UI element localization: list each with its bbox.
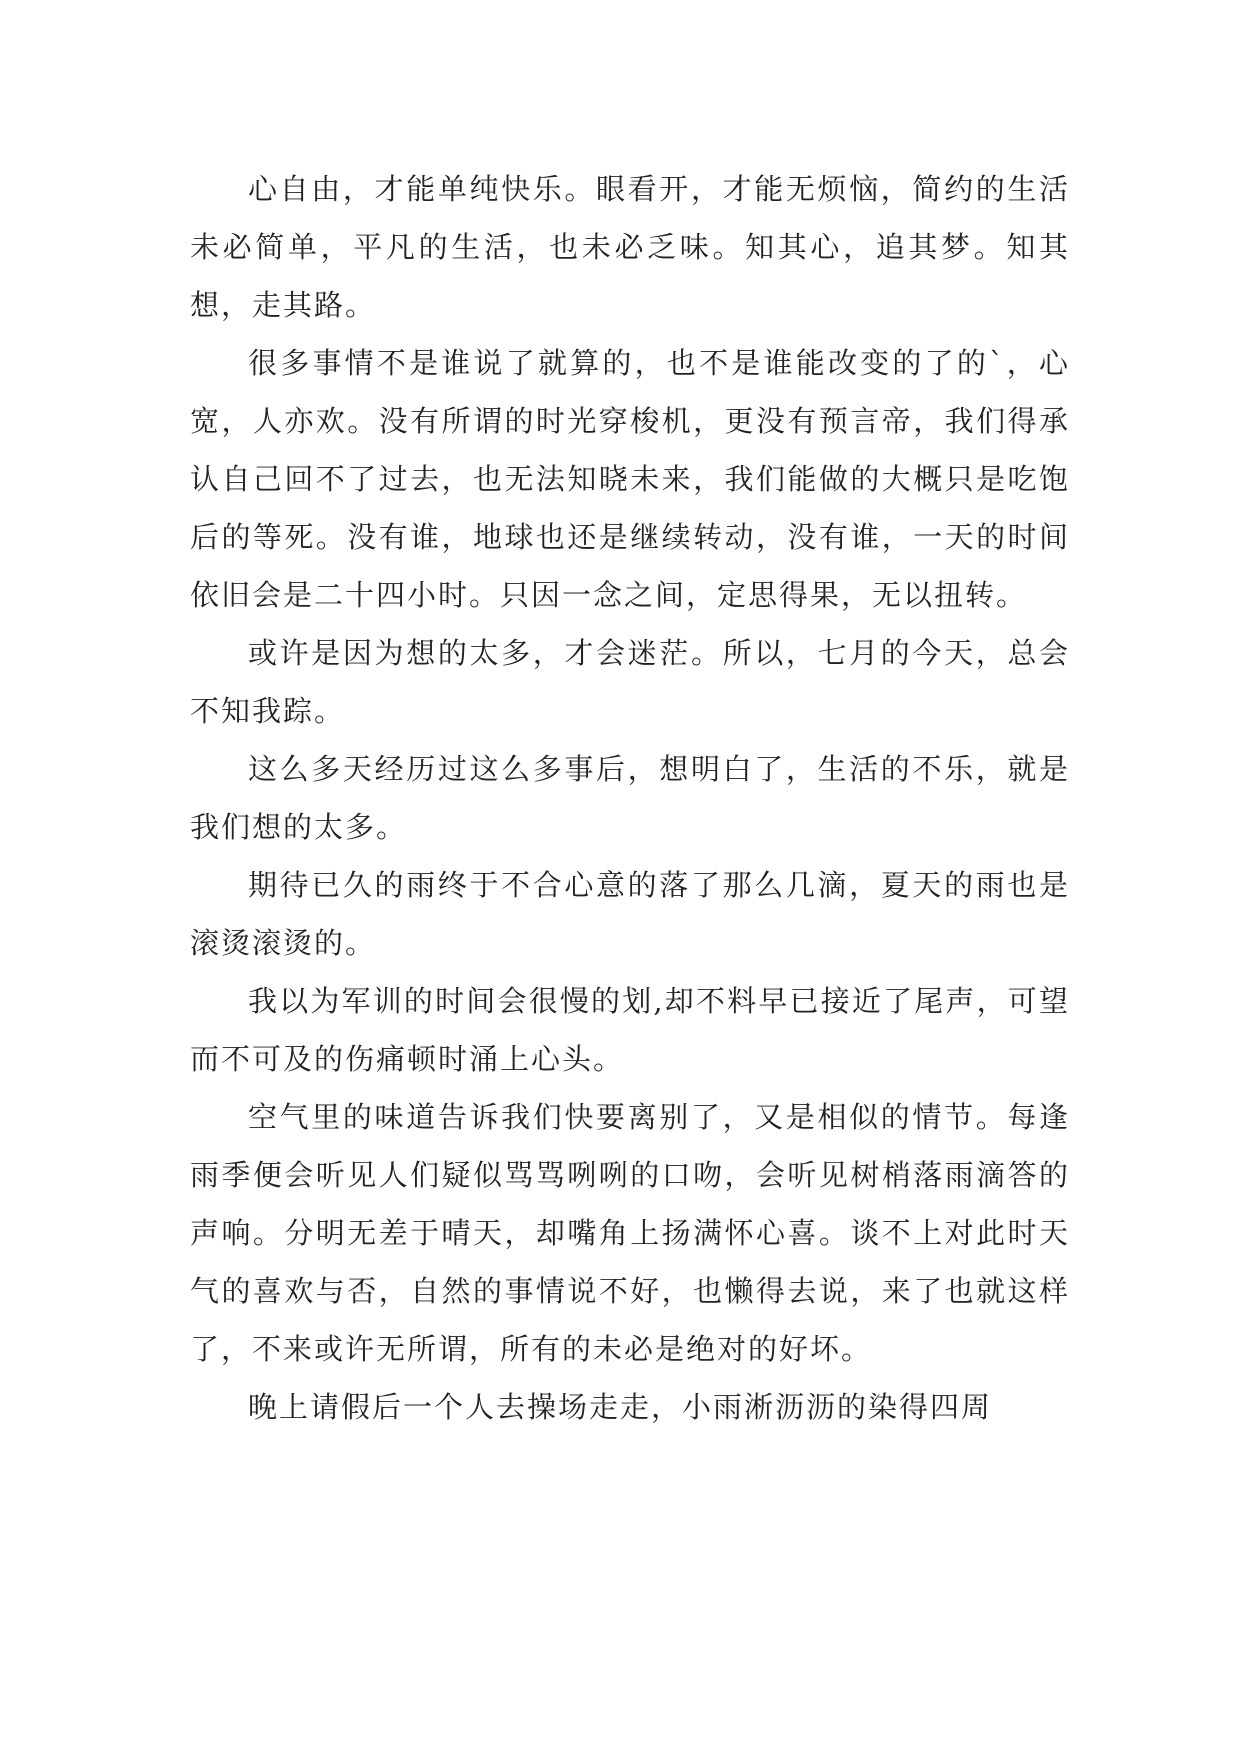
paragraph-3: 或许是因为想的太多，才会迷茫。所以，七月的今天，总会不知我踪。: [190, 636, 1070, 728]
paragraph-2: 很多事情不是谁说了就算的，也不是谁能改变的了的`，心宽，人亦欢。没有所谓的时光穿梭机，更没有预言帝，我们得承认自己回不了过去，也无法知晓未来，我们能做的大概只是吃饱后的等死。没有谁，地球也还是继续转动，没有谁，一天的时间依旧会是二十四小时。只因一念之间，定思得果，无以扭转。: [190, 346, 1070, 612]
paragraph-1: 心自由，才能单纯快乐。眼看开，才能无烦恼，简约的生活未必简单，平凡的生活，也未必乏味。知其心，追其梦。知其想，走其路。: [190, 172, 1070, 322]
paragraph-6: 我以为军训的时间会很慢的划,却不料早已接近了尾声，可望而不可及的伤痛顿时涌上心头。: [190, 984, 1070, 1076]
paragraph-8: 晚上请假后一个人去操场走走，小雨淅沥沥的染得四周: [248, 1390, 993, 1424]
paragraph-7: 空气里的味道告诉我们快要离别了，又是相似的情节。每逢雨季便会听见人们疑似骂骂咧咧的口吻，会听见树梢落雨滴答的声响。分明无差于晴天，却嘴角上扬满怀心喜。谈不上对此时天气的喜欢与否，自然的事情说不好，也懒得去说，来了也就这样了，不来或许无所谓，所有的未必是绝对的好坏。: [190, 1100, 1070, 1366]
paragraph-4: 这么多天经历过这么多事后，想明白了，生活的不乐，就是我们想的太多。: [190, 752, 1070, 844]
document-body: [190, 160, 1070, 1436]
paragraph-5: 期待已久的雨终于不合心意的落了那么几滴，夏天的雨也是滚烫滚烫的。: [190, 868, 1070, 960]
